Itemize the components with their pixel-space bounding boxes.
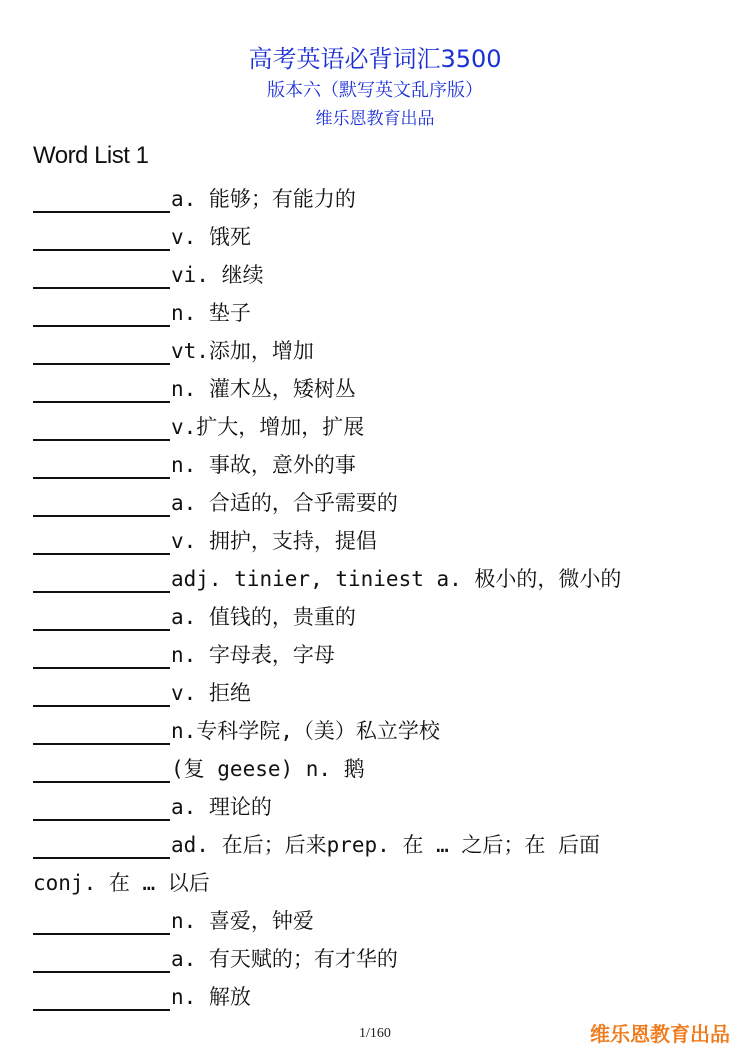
list-item <box>33 289 733 327</box>
document-header <box>0 42 750 134</box>
answer-blank[interactable] <box>33 338 170 365</box>
answer-blank[interactable] <box>33 262 170 289</box>
list-item <box>33 935 733 973</box>
list-item <box>33 593 733 631</box>
entry-definition: ad. 在后；后来prep. 在 … 之后；在 后面 <box>171 833 601 857</box>
document-subtitle: 版本六（默写英文乱序版） <box>267 80 483 101</box>
list-item <box>33 897 733 935</box>
entry-definition: n.专科学院,（美）私立学校 <box>171 719 440 743</box>
answer-blank[interactable] <box>33 224 170 251</box>
list-item <box>33 403 733 441</box>
answer-blank[interactable] <box>33 984 170 1011</box>
answer-blank[interactable] <box>33 718 170 745</box>
list-item <box>33 631 733 669</box>
list-item <box>33 555 733 593</box>
entry-definition: v. 饿死 <box>171 225 251 249</box>
entry-continuation: conj. 在 … 以后 <box>33 871 210 895</box>
list-item <box>33 745 733 783</box>
answer-blank[interactable] <box>33 414 170 441</box>
list-item <box>33 441 733 479</box>
list-item <box>33 821 733 859</box>
word-list-title: Word List 1 <box>33 142 149 169</box>
document-title: 高考英语必背词汇3500 <box>248 45 502 73</box>
answer-blank[interactable] <box>33 604 170 631</box>
publisher-line: 维乐恩教育出品 <box>315 109 435 129</box>
entry-definition: a. 能够；有能力的 <box>171 187 356 211</box>
answer-blank[interactable] <box>33 186 170 213</box>
entry-definition: n. 灌木丛，矮树丛 <box>171 377 356 401</box>
answer-blank[interactable] <box>33 794 170 821</box>
entry-definition: adj. tinier, tiniest a. 极小的，微小的 <box>171 567 622 591</box>
list-item <box>33 707 733 745</box>
list-item <box>33 327 733 365</box>
entry-definition: n. 事故，意外的事 <box>171 453 356 477</box>
page-number: 1/160 <box>359 1026 391 1041</box>
entry-definition: a. 理论的 <box>171 795 272 819</box>
answer-blank[interactable] <box>33 642 170 669</box>
answer-blank[interactable] <box>33 756 170 783</box>
entry-definition: n. 字母表，字母 <box>171 643 335 667</box>
entry-definition: v. 拥护，支持，提倡 <box>171 529 377 553</box>
answer-blank[interactable] <box>33 946 170 973</box>
entry-definition: v.扩大，增加，扩展 <box>171 415 365 439</box>
entry-definition: vt.添加，增加 <box>171 339 314 363</box>
list-item <box>33 251 733 289</box>
answer-blank[interactable] <box>33 490 170 517</box>
list-item <box>33 213 733 251</box>
list-item <box>33 973 733 1011</box>
entry-definition: vi. 继续 <box>171 263 264 287</box>
list-item <box>33 669 733 707</box>
list-item <box>33 175 733 213</box>
answer-blank[interactable] <box>33 680 170 707</box>
entry-definition: a. 有天赋的；有才华的 <box>171 947 398 971</box>
entry-definition: a. 值钱的，贵重的 <box>171 605 356 629</box>
answer-blank[interactable] <box>33 566 170 593</box>
answer-blank[interactable] <box>33 908 170 935</box>
entry-definition: n. 解放 <box>171 985 251 1009</box>
answer-blank[interactable] <box>33 376 170 403</box>
entry-definition: v. 拒绝 <box>171 681 251 705</box>
entry-definition: a. 合适的，合乎需要的 <box>171 491 398 515</box>
answer-blank[interactable] <box>33 528 170 555</box>
list-item <box>33 479 733 517</box>
vocabulary-list <box>33 175 733 1011</box>
entry-definition: n. 垫子 <box>171 301 251 325</box>
answer-blank[interactable] <box>33 832 170 859</box>
list-item <box>33 517 733 555</box>
answer-blank[interactable] <box>33 300 170 327</box>
list-item <box>33 783 733 821</box>
entry-definition: (复 geese) n. 鹅 <box>171 757 365 781</box>
list-item <box>33 365 733 403</box>
answer-blank[interactable] <box>33 452 170 479</box>
entry-definition: n. 喜爱，钟爱 <box>171 909 314 933</box>
publisher-watermark: 维乐恩教育出品 <box>590 1022 730 1046</box>
